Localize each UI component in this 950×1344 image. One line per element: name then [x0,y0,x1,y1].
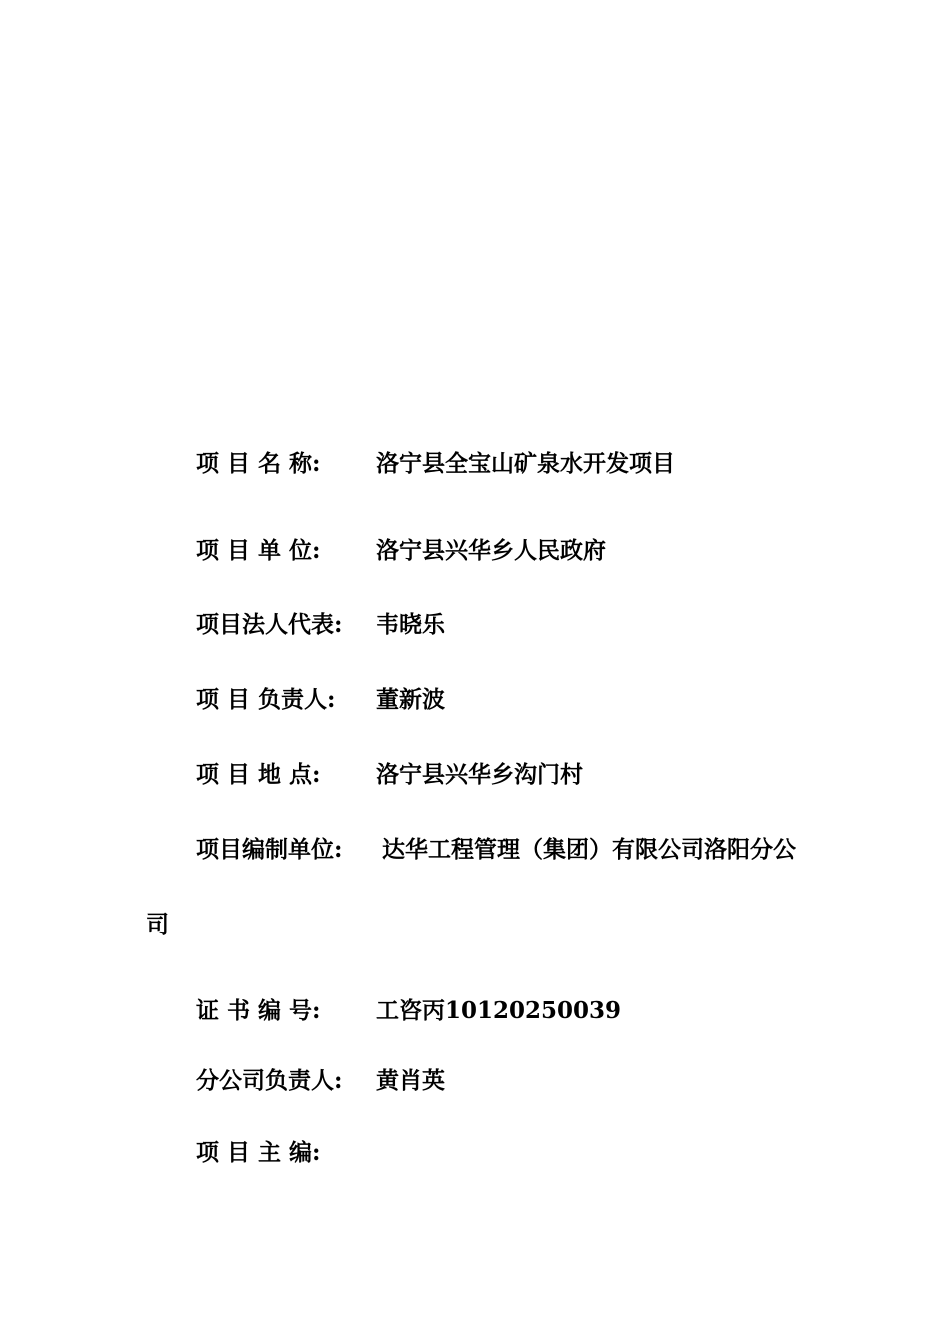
field-label: 项目法人代表: [196,611,343,638]
field-label: 证 书 编 号: [196,997,321,1024]
field-value: 工咨丙10120250039 [376,997,622,1024]
field-value: 达华工程管理（集团）有限公司洛阳分公 [382,836,796,863]
field-label: 项 目 主 编: [196,1139,321,1166]
field-value: 洛宁县全宝山矿泉水开发项目 [376,450,675,477]
field-label: 项目编制单位: [196,836,343,863]
field-value: 韦晓乐 [376,611,445,638]
field-value: 洛宁县兴华乡沟门村 [376,761,583,788]
field-label: 分公司负责人: [196,1067,343,1094]
field-label: 项 目 负责人: [196,686,336,713]
field-label: 项 目 名 称: [196,450,321,477]
field-value: 黄肖英 [376,1067,445,1094]
field-value: 董新波 [376,686,445,713]
field-value-continued: 司 [146,911,169,938]
field-value: 洛宁县兴华乡人民政府 [376,537,606,564]
field-label: 项 目 地 点: [196,761,321,788]
field-label: 项 目 单 位: [196,537,321,564]
